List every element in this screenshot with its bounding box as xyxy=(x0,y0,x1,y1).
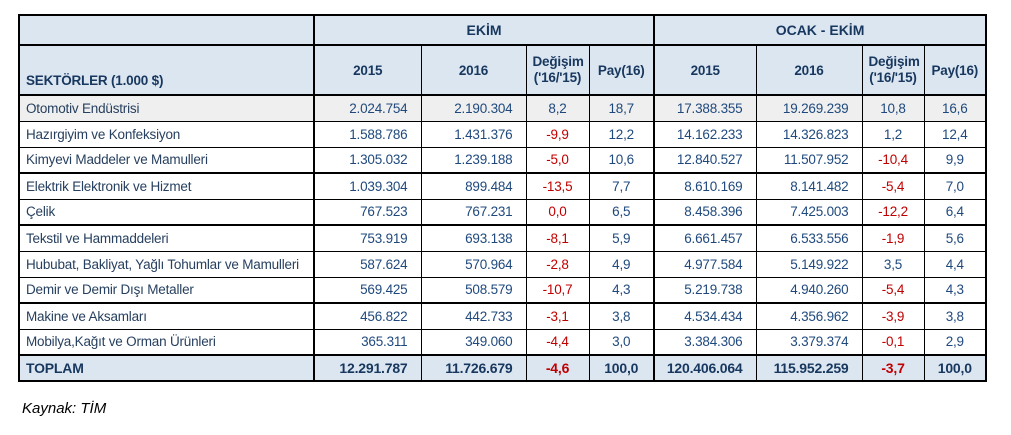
change-value: -1,9 xyxy=(862,225,924,251)
change-value: -3,9 xyxy=(862,303,924,329)
sector-name: Çelik xyxy=(19,199,314,225)
source-note: Kaynak: TİM xyxy=(22,400,107,417)
period-group-row xyxy=(19,15,986,45)
change-value: 0,0 xyxy=(526,199,589,225)
export-value: 11.507.952 xyxy=(756,147,862,173)
export-value: 442.733 xyxy=(421,303,526,329)
export-value: 14.162.233 xyxy=(654,121,756,147)
change-value: -5,4 xyxy=(862,277,924,303)
export-value: 569.425 xyxy=(314,277,421,303)
export-value: 1.431.376 xyxy=(421,121,526,147)
ocak-ekim-share-header: Pay(16) xyxy=(924,45,986,95)
export-value: 1.039.304 xyxy=(314,173,421,199)
sector-name: Elektrik Elektronik ve Hizmet xyxy=(19,173,314,199)
change-value: -3,1 xyxy=(526,303,589,329)
change-header-line2: ('16/'15) xyxy=(533,70,582,85)
change-value: 1,2 xyxy=(862,121,924,147)
export-value: 767.231 xyxy=(421,199,526,225)
share-value: 5,9 xyxy=(589,225,654,251)
export-value: 3.379.374 xyxy=(756,329,862,355)
export-value: 6.661.457 xyxy=(654,225,756,251)
export-value: 17.388.355 xyxy=(654,95,756,121)
empty-corner-cell xyxy=(19,15,314,45)
total-label: TOPLAM xyxy=(19,355,314,381)
change-value: -9,9 xyxy=(526,121,589,147)
table-row xyxy=(19,121,986,147)
export-value: 115.952.259 xyxy=(756,355,862,381)
export-value: 120.406.064 xyxy=(654,355,756,381)
export-value: 587.624 xyxy=(314,251,421,277)
share-value: 3,8 xyxy=(589,303,654,329)
share-value: 7,7 xyxy=(589,173,654,199)
export-value: 4.534.434 xyxy=(654,303,756,329)
share-value: 10,6 xyxy=(589,147,654,173)
change-value: -12,2 xyxy=(862,199,924,225)
period-group-ekim: EKİM xyxy=(314,15,654,45)
change-value: 10,8 xyxy=(862,95,924,121)
table-row xyxy=(19,329,986,355)
share-value: 12,4 xyxy=(924,121,986,147)
table-row xyxy=(19,173,986,199)
share-value: 4,9 xyxy=(589,251,654,277)
change-value: -5,4 xyxy=(862,173,924,199)
total-row xyxy=(19,355,986,381)
ocak-ekim-2016-header: 2016 xyxy=(756,45,862,95)
change-header-line2: ('16/'15) xyxy=(869,70,917,85)
export-value: 1.305.032 xyxy=(314,147,421,173)
export-value: 7.425.003 xyxy=(756,199,862,225)
export-value: 349.060 xyxy=(421,329,526,355)
export-value: 693.138 xyxy=(421,225,526,251)
export-value: 12.291.787 xyxy=(314,355,421,381)
export-value: 365.311 xyxy=(314,329,421,355)
share-value: 3,0 xyxy=(589,329,654,355)
export-value: 570.964 xyxy=(421,251,526,277)
change-value: 3,5 xyxy=(862,251,924,277)
table-row xyxy=(19,303,986,329)
change-value: -4,6 xyxy=(526,355,589,381)
table-header xyxy=(19,15,986,95)
export-value: 8.141.482 xyxy=(756,173,862,199)
export-value: 2.024.754 xyxy=(314,95,421,121)
export-value: 1.588.786 xyxy=(314,121,421,147)
share-value: 16,6 xyxy=(924,95,986,121)
export-value: 508.579 xyxy=(421,277,526,303)
change-value: -0,1 xyxy=(862,329,924,355)
export-value: 4.940.260 xyxy=(756,277,862,303)
ekim-share-header: Pay(16) xyxy=(589,45,654,95)
share-value: 7,0 xyxy=(924,173,986,199)
column-header-row xyxy=(19,45,986,95)
export-value: 899.484 xyxy=(421,173,526,199)
change-value: -2,8 xyxy=(526,251,589,277)
table-row xyxy=(19,225,986,251)
export-value: 5.149.922 xyxy=(756,251,862,277)
share-value: 12,2 xyxy=(589,121,654,147)
table-row xyxy=(19,199,986,225)
export-value: 4.977.584 xyxy=(654,251,756,277)
ekim-2016-header: 2016 xyxy=(421,45,526,95)
share-value: 5,6 xyxy=(924,225,986,251)
share-value: 4,4 xyxy=(924,251,986,277)
ocak-ekim-change-header xyxy=(862,45,924,95)
sector-name: Demir ve Demir Dışı Metaller xyxy=(19,277,314,303)
share-value: 2,9 xyxy=(924,329,986,355)
export-value: 3.384.306 xyxy=(654,329,756,355)
table-row xyxy=(19,277,986,303)
sector-name: Otomotiv Endüstrisi xyxy=(19,95,314,121)
change-value: -8,1 xyxy=(526,225,589,251)
table-row xyxy=(19,147,986,173)
export-value: 6.533.556 xyxy=(756,225,862,251)
change-value: 8,2 xyxy=(526,95,589,121)
change-value: -5,0 xyxy=(526,147,589,173)
export-value: 8.610.169 xyxy=(654,173,756,199)
change-header-line1: Değişim xyxy=(532,54,584,69)
export-value: 767.523 xyxy=(314,199,421,225)
change-header-line1: Değişim xyxy=(868,54,920,69)
ocak-ekim-2015-header: 2015 xyxy=(654,45,756,95)
share-value: 18,7 xyxy=(589,95,654,121)
share-value: 100,0 xyxy=(924,355,986,381)
sector-name: Hazırgiyim ve Konfeksiyon xyxy=(19,121,314,147)
change-value: -10,4 xyxy=(862,147,924,173)
share-value: 4,3 xyxy=(589,277,654,303)
ekim-change-header xyxy=(526,45,589,95)
share-value: 3,8 xyxy=(924,303,986,329)
share-value: 9,9 xyxy=(924,147,986,173)
export-value: 14.326.823 xyxy=(756,121,862,147)
sector-name: Tekstil ve Hammaddeleri xyxy=(19,225,314,251)
export-sectors-table xyxy=(18,14,987,382)
change-value: -4,4 xyxy=(526,329,589,355)
table-row xyxy=(19,95,986,121)
share-value: 4,3 xyxy=(924,277,986,303)
export-value: 753.919 xyxy=(314,225,421,251)
change-value: -3,7 xyxy=(862,355,924,381)
share-value: 6,5 xyxy=(589,199,654,225)
export-value: 8.458.396 xyxy=(654,199,756,225)
export-value: 456.822 xyxy=(314,303,421,329)
export-value: 11.726.679 xyxy=(421,355,526,381)
export-value: 2.190.304 xyxy=(421,95,526,121)
export-value: 19.269.239 xyxy=(756,95,862,121)
share-value: 100,0 xyxy=(589,355,654,381)
table-row xyxy=(19,251,986,277)
sector-column-header: SEKTÖRLER (1.000 $) xyxy=(19,45,314,95)
sector-name: Kimyevi Maddeler ve Mamulleri xyxy=(19,147,314,173)
period-group-ocak-ekim: OCAK - EKİM xyxy=(654,15,986,45)
export-value: 5.219.738 xyxy=(654,277,756,303)
share-value: 6,4 xyxy=(924,199,986,225)
ekim-2015-header: 2015 xyxy=(314,45,421,95)
export-value: 12.840.527 xyxy=(654,147,756,173)
sector-name: Mobilya,Kağıt ve Orman Ürünleri xyxy=(19,329,314,355)
export-value: 4.356.962 xyxy=(756,303,862,329)
sector-name: Hububat, Bakliyat, Yağlı Tohumlar ve Mamulleri xyxy=(19,251,314,277)
table-body xyxy=(19,95,986,381)
export-value: 1.239.188 xyxy=(421,147,526,173)
sector-name: Makine ve Aksamları xyxy=(19,303,314,329)
change-value: -13,5 xyxy=(526,173,589,199)
change-value: -10,7 xyxy=(526,277,589,303)
